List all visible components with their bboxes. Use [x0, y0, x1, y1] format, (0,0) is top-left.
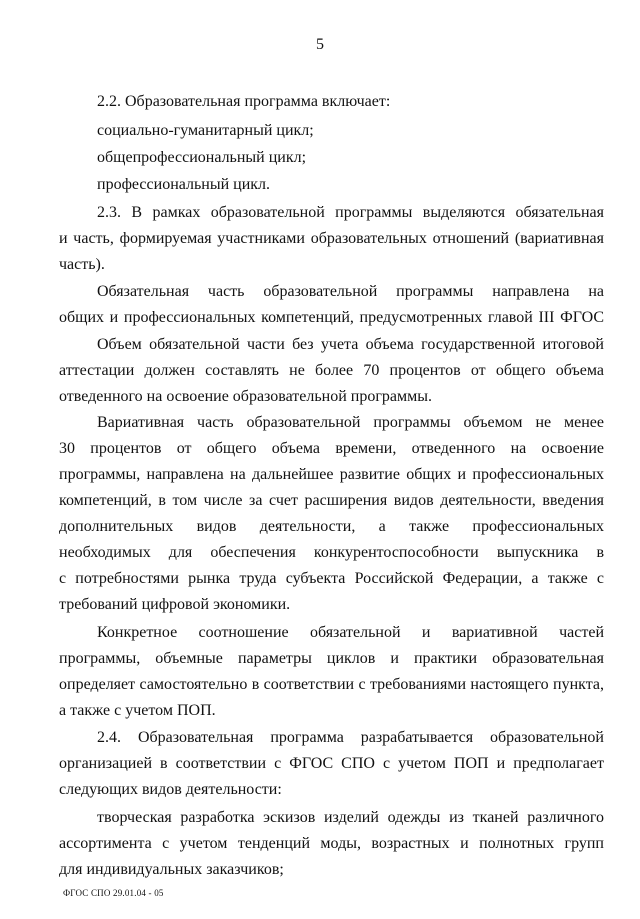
- text-line: Обязательная часть образовательной программы направлена на: [97, 283, 604, 300]
- text-line: а также с учетом ПОП.: [59, 702, 216, 719]
- text-line: общепрофессиональный цикл;: [97, 149, 307, 166]
- text-line: отведенного на освоение образовательной программы.: [59, 388, 433, 405]
- footer-document-code: ФГОС СПО 29.01.04 - 05: [63, 888, 164, 898]
- page-number: 5: [316, 36, 324, 53]
- text-line: определяет самостоятельно в соответствии с требованиями настоящего пункта,: [59, 676, 604, 693]
- text-line: требований цифровой экономики.: [59, 596, 291, 613]
- text-line: 2.2. Образовательная программа включает:: [97, 93, 391, 110]
- text-line: компетенций, в том числе за счет расширения видов деятельности, введения: [59, 492, 604, 509]
- text-line: часть).: [59, 256, 105, 273]
- text-line: аттестации должен составлять не более 70 процентов от общего объема: [59, 362, 604, 379]
- text-line: 30 процентов от общего объема времени, отведенного на освоение: [59, 440, 604, 457]
- text-line: для индивидуальных заказчиков;: [59, 861, 284, 878]
- text-line: 2.4. Образовательная программа разрабатывается образовательной: [97, 729, 604, 746]
- text-line: профессиональный цикл.: [97, 176, 271, 193]
- text-line: программы, направлена на дальнейшее развитие общих и профессиональных: [59, 466, 604, 483]
- text-line: дополнительных видов деятельности, а также профессиональных: [59, 518, 604, 535]
- text-line: необходимых для обеспечения конкурентоспособности выпускника в: [59, 544, 604, 561]
- text-line: программы, объемные параметры циклов и практики образовательная: [59, 650, 604, 667]
- text-line: творческая разработка эскизов изделий одежды из тканей различного: [97, 809, 604, 826]
- text-line: Конкретное соотношение обязательной и вариативной частей: [97, 624, 604, 641]
- text-line: Вариативная часть образовательной программы объемом не менее: [97, 414, 604, 431]
- text-line: Объем обязательной части без учета объема государственной итоговой: [97, 336, 604, 353]
- text-line: и часть, формируемая участниками образовательных отношений (вариативная: [59, 230, 604, 247]
- text-line: социально-гуманитарный цикл;: [97, 122, 314, 139]
- text-line: с потребностями рынка труда субъекта Российской Федерации, а также с: [59, 570, 604, 587]
- text-line: 2.3. В рамках образовательной программы выделяются обязательная: [97, 204, 604, 221]
- text-line: общих и профессиональных компетенций, предусмотренных главой III ФГОС: [59, 309, 604, 326]
- text-line: ассортимента с учетом тенденций моды, возрастных и полнотных групп: [59, 835, 604, 852]
- text-line: следующих видов деятельности:: [59, 781, 282, 798]
- text-line: организацией в соответствии с ФГОС СПО с учетом ПОП и предполагает: [59, 755, 604, 772]
